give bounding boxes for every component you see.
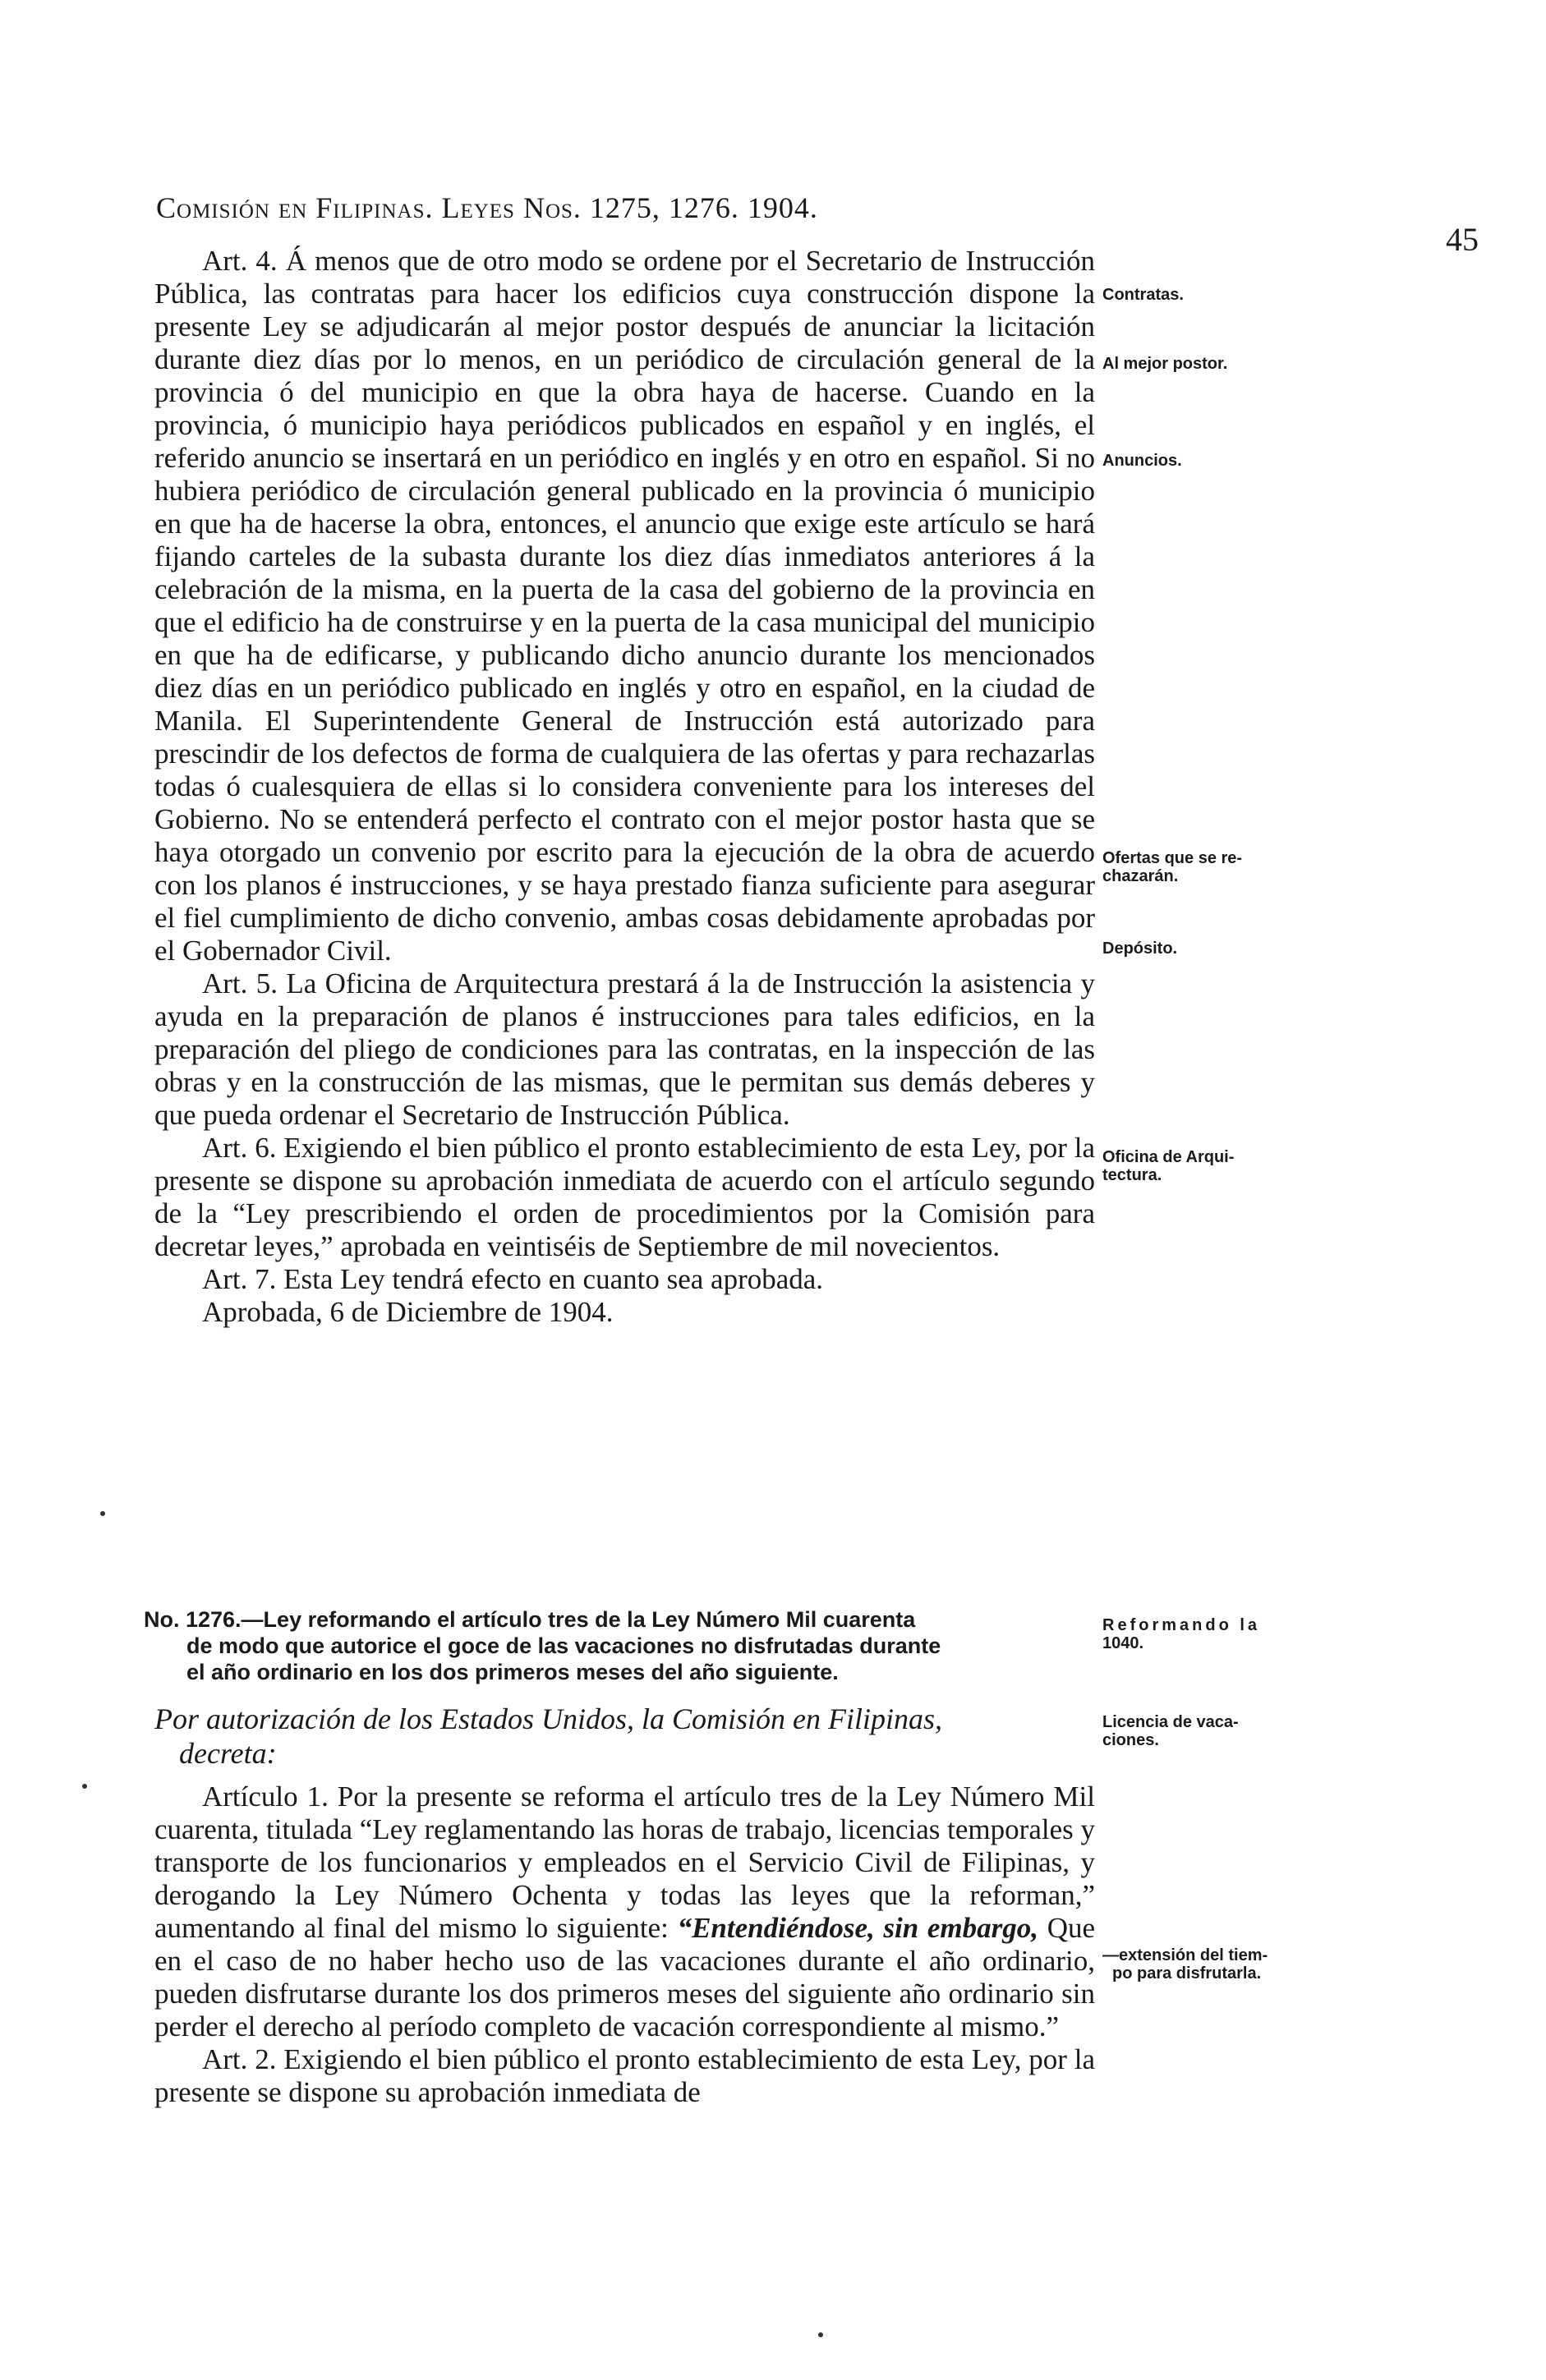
article-5: Art. 5. La Oficina de Arquitectura prestará á la de Instrucción la asistencia y ayuda en la preparación de planos é instrucciones para tales edificios, en la preparación del pliego de condiciones para las contratas, en la inspección de las obras y en la construcción de las mismas, que le permitan sus demás deberes y que pueda ordenar el Secretario de Instrucción Pública. xyxy=(154,967,1095,1131)
body-section-2 xyxy=(154,1780,1095,2109)
article-1: Artículo 1. Por la presente se reforma el artículo tres de la Ley Número Mil cuarenta, titulada “Ley reglamentando las horas de trabajo, licencias temporales y transporte de los funcionarios y empleados en el Servicio Civil de Filipinas, y derogando la Ley Número Ochenta y todas las leyes que la reforman,” aumentando al final del mismo lo siguiente: “Entendiéndose, sin embargo, Que en el caso de no haber hecho uso de las vacaciones durante el año ordinario, pueden disfrutarse durante los dos primeros meses del siguiente año ordinario sin perder el derecho al período completo de vacación correspondiente al mismo.” xyxy=(154,1780,1096,2042)
article-4: Art. 4. Á menos que de otro modo se ordene por el Secretario de Instrucción Pública, las contratas para hacer los edificios cuya construcción dispone la presente Ley se adjudicarán al mejor postor después de anunciar la licitación durante diez días por lo menos, en un periódico de circulación general de la provincia ó del municipio en que la obra haya de hacerse. Cuando en la provincia, ó municipio haya periódicos publicados en español y en inglés, el referido anuncio se insertará en un periódico en inglés y en otro en español. Si no hubiera periódico de circulación general publicado en la provincia ó municipio en que ha de hacerse la obra, entonces, el anuncio que exige este artículo se hará fijando carteles de la subasta durante los diez días inmediatos anteriores á la celebración de la misma, en la puerta de la casa del gobierno de la provincia en que el edificio ha de construirse y en la puerta de la casa municipal del municipio en que ha de edificarse, y publicando dicho anuncio durante los mencionados diez días en un periódico publicado en inglés y otro en español, en la ciudad de Manila. El Superintendente General de Instrucción está autorizado para prescindir de los defectos de forma de cualquiera de las ofertas y para rechazarlas todas ó cualesquiera de ellas si lo considera conveniente para los intereses del Gobierno. No se entenderá perfecto el contrato con el mejor postor hasta que se haya otorgado un convenio por escrito para la ejecución de la obra de acuerdo con los planos é instrucciones, y se haya prestado fianza suficiente para asegurar el fiel cumplimiento de dicho convenio, ambas cosas debidamente aprobadas por el Gobernador Civil. xyxy=(154,245,1095,967)
page-number: 45 xyxy=(1446,221,1479,258)
margin-note-mejor-postor: Al mejor postor. xyxy=(1102,355,1228,373)
margin-note-oficina: Oficina de Arqui- tectura. xyxy=(1102,1148,1235,1184)
margin-note-licencia: Licencia de vaca- ciones. xyxy=(1102,1713,1239,1749)
enacting-clause: Por autorización de los Estados Unidos, la Comisión en Filipinas, decreta: xyxy=(154,1702,943,1770)
scan-speck xyxy=(100,1511,105,1516)
body-section-1 xyxy=(154,245,1095,1329)
running-header xyxy=(156,191,1084,225)
margin-note-contratas: Contratas. xyxy=(1102,286,1184,304)
margin-note-ofertas: Ofertas que se re- chazarán. xyxy=(1102,849,1243,885)
approval-date: Aprobada, 6 de Diciembre de 1904. xyxy=(202,1296,614,1328)
scan-speck xyxy=(82,1784,87,1789)
margin-note-reformando: Reformando la 1040. xyxy=(1102,1616,1261,1652)
article-7: Art. 7. Esta Ley tendrá efecto en cuanto sea aprobada. xyxy=(202,1263,824,1295)
scan-speck xyxy=(818,2332,823,2337)
margin-note-deposito: Depósito. xyxy=(1102,940,1178,958)
margin-note-extension: —extensión del tiem- po para disfrutarla. xyxy=(1102,1946,1268,1983)
margin-note-anuncios: Anuncios. xyxy=(1102,452,1182,470)
article-6: Art. 6. Exigiendo el bien público el pronto establecimiento de esta Ley, por la presente se dispone su aprobación inmediata de acuerdo con el artículo segundo de la “Ley prescribiendo el orden de procedimientos por la Comisión para decretar leyes,” aprobada en veintiséis de Septiembre de mil novecientos. xyxy=(154,1132,1095,1262)
running-title: Comisión en Filipinas. Leyes Nos. 1275, 1276. 1904. xyxy=(156,191,818,224)
article-2: Art. 2. Exigiendo el bien público el pronto establecimiento de esta Ley, por la presente se dispone su aprobación inmediata de xyxy=(154,2043,1095,2108)
law-1276-title: No. 1276.—Ley reformando el artículo tres de la Ley Número Mil cuarenta de modo que autorice el goce de las vacaciones no disfrutadas durante el año ordinario en los dos primeros meses del año siguiente. xyxy=(144,1607,941,1684)
